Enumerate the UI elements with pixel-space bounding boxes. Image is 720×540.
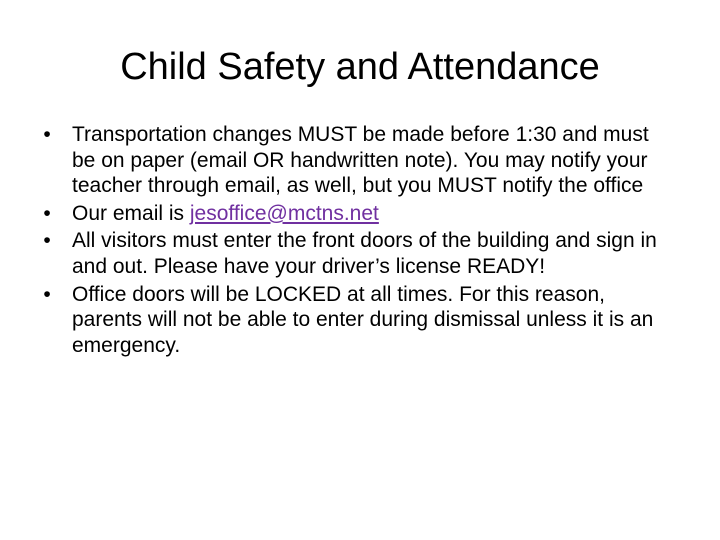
bullet-list <box>36 122 672 360</box>
bullet-dot-icon: • <box>43 229 51 253</box>
bullet-text-email-prefix: Our email is <box>72 201 190 225</box>
office-email-link[interactable]: jesoffice@mctns.net <box>189 201 379 225</box>
bullet-item-email <box>36 201 672 227</box>
bullet-text-visitors: All visitors must enter the front doors of the building and sign in and out. Please have your driver’s license READY! <box>72 229 657 278</box>
bullet-text-office-doors: Office doors will be LOCKED at all times. For this reason, parents will not be able to enter during dismissal unless it is an emergency. <box>72 282 654 357</box>
bullet-dot-icon: • <box>43 123 51 146</box>
bullet-dot-icon: • <box>43 201 51 225</box>
slide-title: Child Safety and Attendance <box>120 46 600 88</box>
bullet-item-visitors <box>36 228 672 279</box>
bullet-item-office-doors <box>36 282 672 359</box>
bullet-text-transportation: Transportation changes MUST be made before 1:30 and must be on paper (email OR handwritten note). You may notify your teacher through email, as well, but you MUST notify the office <box>72 123 649 198</box>
bullet-item-transportation <box>36 122 672 199</box>
bullet-dot-icon: • <box>43 282 51 306</box>
